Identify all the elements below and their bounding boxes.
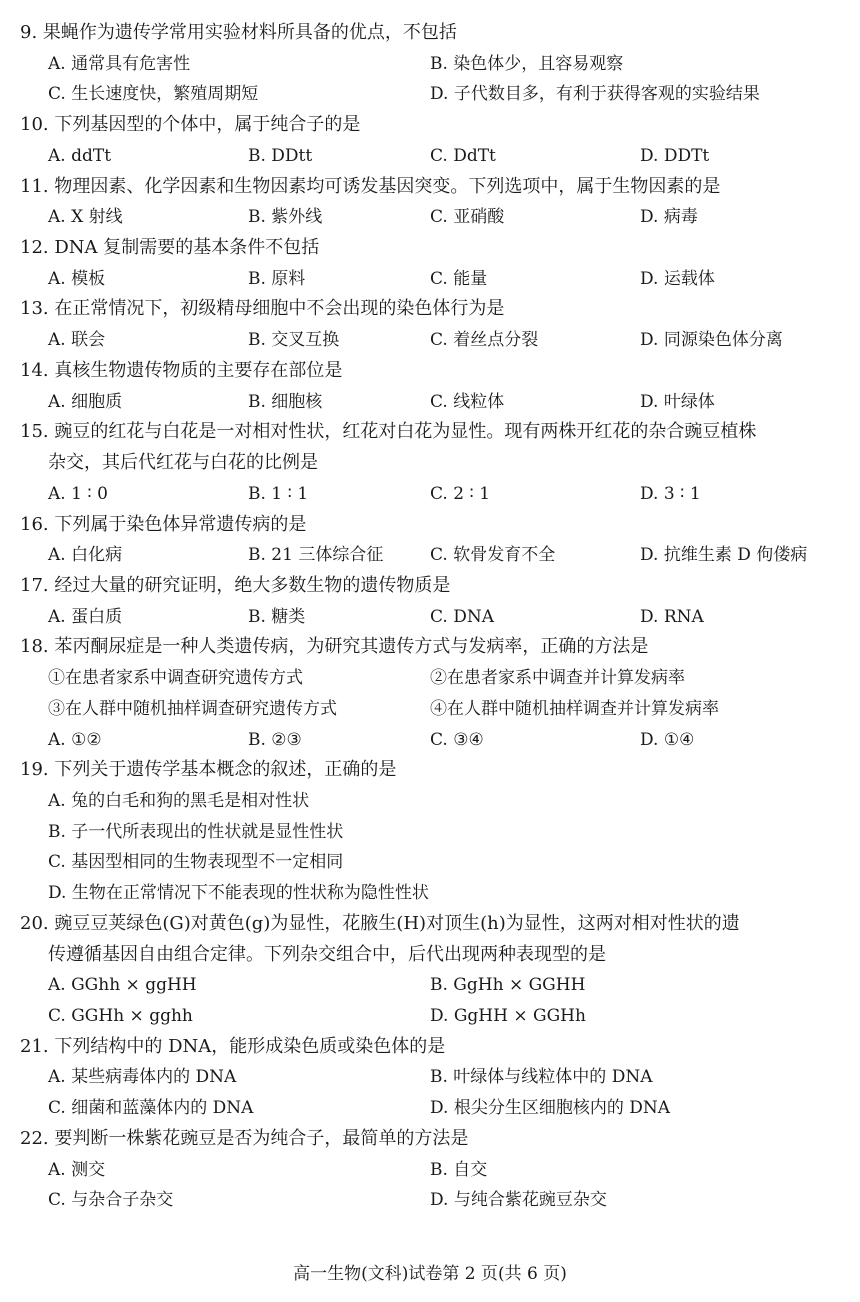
answer-option: C. 着丝点分裂	[430, 330, 539, 350]
option-row	[0, 728, 860, 752]
answer-option: B. ②③	[248, 730, 302, 750]
answer-option: D. 子代数目多，有利于获得客观的实验结果	[430, 84, 760, 104]
answer-option: B. 自交	[430, 1160, 488, 1180]
answer-option: C. 细菌和蓝藻体内的 DNA	[48, 1098, 254, 1118]
answer-option: C. 2 ∶ 1	[430, 484, 491, 504]
answer-option: A. 模板	[48, 269, 106, 289]
answer-option: D. 3 ∶ 1	[640, 484, 701, 504]
answer-option: B. 原料	[248, 269, 306, 289]
statement-item: ①在患者家系中调查研究遗传方式	[48, 668, 303, 688]
option-row	[0, 144, 860, 168]
option-row	[0, 205, 860, 229]
question-stem-continued: 传遵循基因自由组合定律。下列杂交组合中，后代出现两种表现型的是	[48, 944, 606, 965]
answer-option: B. 紫外线	[248, 207, 323, 227]
answer-option: A. 测交	[48, 1160, 106, 1180]
option-row	[0, 1065, 860, 1089]
option-row	[0, 820, 860, 844]
answer-option: A. 细胞质	[48, 392, 123, 412]
answer-option: C. 能量	[430, 269, 488, 289]
answer-option: C. ③④	[430, 730, 484, 750]
answer-option: C. DNA	[430, 607, 494, 627]
question-stem: 21. 下列结构中的 DNA，能形成染色质或染色体的是	[20, 1036, 446, 1057]
question-stem: 18. 苯丙酮尿症是一种人类遗传病，为研究其遗传方式与发病率，正确的方法是	[20, 636, 649, 657]
option-row	[0, 605, 860, 629]
option-row	[0, 1096, 860, 1120]
statement-item: ③在人群中随机抽样调查研究遗传方式	[48, 699, 337, 719]
question-stem: 14. 真核生物遗传物质的主要存在部位是	[20, 360, 343, 381]
answer-option: A. 1 ∶ 0	[48, 484, 108, 504]
answer-option: C. DdTt	[430, 146, 496, 166]
answer-option: D. 根尖分生区细胞核内的 DNA	[430, 1098, 671, 1118]
answer-option: D. 同源染色体分离	[640, 330, 783, 350]
answer-option: C. 生长速度快，繁殖周期短	[48, 84, 259, 104]
answer-option: C. 软骨发育不全	[430, 545, 556, 565]
option-row	[0, 267, 860, 291]
answer-option: D. 与纯合紫花豌豆杂交	[430, 1190, 607, 1210]
answer-option: B. 1 ∶ 1	[248, 484, 309, 504]
question-stem: 22. 要判断一株紫花豌豆是否为纯合子，最简单的方法是	[20, 1128, 469, 1149]
answer-option: A. GGhh × ggHH	[48, 975, 197, 995]
answer-option: A. 通常具有危害性	[48, 54, 191, 74]
answer-option: D. RNA	[640, 607, 704, 627]
answer-option: B. 细胞核	[248, 392, 323, 412]
answer-option: D. 生物在正常情况下不能表现的性状称为隐性性状	[48, 883, 429, 903]
answer-option: D. 叶绿体	[640, 392, 715, 412]
option-row	[0, 1188, 860, 1212]
answer-option: D. DDTt	[640, 146, 710, 166]
answer-option: A. 某些病毒体内的 DNA	[48, 1067, 237, 1087]
question-stem: 17. 经过大量的研究证明，绝大多数生物的遗传物质是	[20, 575, 451, 596]
option-row	[0, 543, 860, 567]
answer-option: B. 子一代所表现出的性状就是显性性状	[48, 822, 344, 842]
answer-option: C. 亚硝酸	[430, 207, 505, 227]
answer-option: C. 基因型相同的生物表现型不一定相同	[48, 852, 344, 872]
answer-option: B. 交叉互换	[248, 330, 340, 350]
answer-option: B. DDtt	[248, 146, 313, 166]
option-row	[0, 482, 860, 506]
page-footer: 高一生物(文科)试卷第 2 页(共 6 页)	[293, 1264, 567, 1284]
option-row	[0, 789, 860, 813]
statement-item: ④在人群中随机抽样调查并计算发病率	[430, 699, 719, 719]
answer-option: B. 21 三体综合征	[248, 545, 384, 565]
question-stem: 20. 豌豆豆荚绿色(G)对黄色(g)为显性，花腋生(H)对顶生(h)为显性，这两对相对性状的遗	[20, 913, 740, 934]
question-stem: 13. 在正常情况下，初级精母细胞中不会出现的染色体行为是	[20, 298, 505, 319]
question-stem: 9. 果蝇作为遗传学常用实验材料所具备的优点，不包括	[20, 22, 457, 43]
answer-option: B. 染色体少，且容易观察	[430, 54, 624, 74]
option-row	[0, 1158, 860, 1182]
option-row	[0, 881, 860, 905]
answer-option: A. ①②	[48, 730, 102, 750]
option-row	[0, 82, 860, 106]
answer-option: D. 病毒	[640, 207, 698, 227]
question-stem: 16. 下列属于染色体异常遗传病的是	[20, 514, 307, 535]
answer-option: D. ①④	[640, 730, 695, 750]
answer-option: B. 叶绿体与线粒体中的 DNA	[430, 1067, 653, 1087]
question-stem: 19. 下列关于遗传学基本概念的叙述，正确的是	[20, 759, 397, 780]
answer-option: A. 兔的白毛和狗的黑毛是相对性状	[48, 791, 310, 811]
statement-row	[0, 697, 860, 721]
option-row	[0, 1004, 860, 1028]
option-row	[0, 390, 860, 414]
answer-option: D. GgHH × GGHh	[430, 1006, 586, 1026]
answer-option: B. 糖类	[248, 607, 306, 627]
answer-option: A. ddTt	[48, 146, 112, 166]
option-row	[0, 973, 860, 997]
answer-option: A. X 射线	[48, 207, 123, 227]
answer-option: C. 线粒体	[430, 392, 505, 412]
answer-option: B. GgHh × GGHH	[430, 975, 586, 995]
question-stem: 11. 物理因素、化学因素和生物因素均可诱发基因突变。下列选项中，属于生物因素的是	[20, 176, 721, 197]
option-row	[0, 328, 860, 352]
answer-option: A. 蛋白质	[48, 607, 123, 627]
question-stem: 10. 下列基因型的个体中，属于纯合子的是	[20, 114, 361, 135]
question-stem: 15. 豌豆的红花与白花是一对相对性状，红花对白花为显性。现有两株开红花的杂合豌豆植株	[20, 421, 757, 442]
answer-option: C. 与杂合子杂交	[48, 1190, 174, 1210]
option-row	[0, 850, 860, 874]
statement-item: ②在患者家系中调查并计算发病率	[430, 668, 685, 688]
answer-option: D. 抗维生素 D 佝偻病	[640, 545, 808, 565]
option-row	[0, 52, 860, 76]
answer-option: A. 白化病	[48, 545, 123, 565]
statement-row	[0, 666, 860, 690]
question-stem-continued: 杂交，其后代红花与白花的比例是	[48, 452, 318, 473]
question-stem: 12. DNA 复制需要的基本条件不包括	[20, 237, 320, 258]
answer-option: A. 联会	[48, 330, 106, 350]
answer-option: C. GGHh × gghh	[48, 1006, 193, 1026]
answer-option: D. 运载体	[640, 269, 715, 289]
